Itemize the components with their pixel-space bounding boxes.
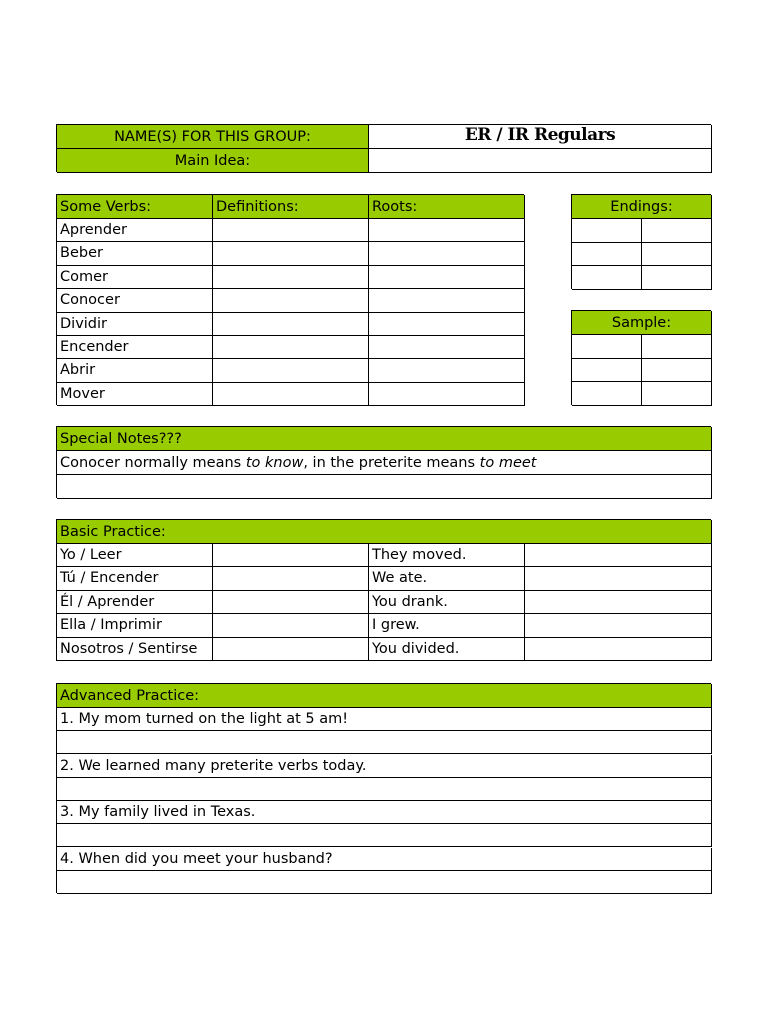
sample-table: [571, 310, 711, 405]
verb-cell: Mover: [57, 383, 213, 406]
sample-cell[interactable]: [642, 382, 712, 406]
definition-input[interactable]: [216, 383, 365, 405]
advanced-prompt: 4. When did you meet your husband?: [57, 848, 712, 871]
advanced-prompt: 2. We learned many preterite verbs today.: [57, 755, 712, 778]
sample-input[interactable]: [575, 359, 638, 382]
advanced-answer-row[interactable]: [57, 871, 712, 894]
sample-input[interactable]: [575, 382, 638, 405]
advanced-answer-row[interactable]: [57, 731, 712, 754]
basic-answer-input[interactable]: [528, 544, 708, 566]
advanced-answer-input[interactable]: [60, 824, 708, 846]
note-text-2: , in the preterite means: [303, 455, 480, 471]
advanced-prompt: 3. My family lived in Texas.: [57, 801, 712, 824]
basic-answer-left[interactable]: [213, 544, 369, 567]
basic-answer-left[interactable]: [213, 591, 369, 614]
verb-cell: Aprender: [57, 219, 213, 242]
sample-cell[interactable]: [572, 359, 642, 383]
definition-input[interactable]: [216, 266, 365, 288]
ending-input[interactable]: [575, 243, 638, 266]
root-input[interactable]: [372, 336, 521, 358]
definition-cell[interactable]: [213, 383, 369, 406]
advanced-answer-input[interactable]: [60, 731, 708, 753]
sample-input[interactable]: [645, 335, 708, 358]
col-header-verbs: Some Verbs:: [57, 195, 213, 219]
basic-answer-left[interactable]: [213, 567, 369, 590]
root-input[interactable]: [372, 266, 521, 288]
basic-answer-left[interactable]: [213, 638, 369, 661]
definition-cell[interactable]: [213, 266, 369, 289]
basic-prompt-right: They moved.: [369, 544, 525, 567]
special-note-blank-row[interactable]: [57, 475, 712, 499]
basic-answer-input[interactable]: [528, 567, 708, 589]
definition-cell[interactable]: [213, 359, 369, 382]
ending-input[interactable]: [645, 266, 708, 289]
basic-practice-table: [56, 519, 711, 661]
basic-answer-right[interactable]: [525, 591, 712, 614]
root-input[interactable]: [372, 359, 521, 381]
col-header-roots: Roots:: [369, 195, 525, 219]
root-cell[interactable]: [369, 336, 525, 359]
ending-cell[interactable]: [572, 266, 642, 290]
basic-answer-right[interactable]: [525, 614, 712, 637]
basic-answer-right[interactable]: [525, 567, 712, 590]
basic-prompt-right: I grew.: [369, 614, 525, 637]
sample-input[interactable]: [645, 359, 708, 382]
basic-answer-input[interactable]: [216, 614, 365, 636]
ending-input[interactable]: [575, 219, 638, 242]
definition-cell[interactable]: [213, 289, 369, 312]
advanced-practice-label: Advanced Practice:: [57, 684, 712, 708]
root-input[interactable]: [372, 383, 521, 405]
special-note-input[interactable]: [60, 475, 708, 498]
definition-cell[interactable]: [213, 336, 369, 359]
special-notes-table: [56, 426, 711, 498]
ending-input[interactable]: [645, 243, 708, 266]
root-input[interactable]: [372, 313, 521, 335]
definition-cell[interactable]: [213, 219, 369, 242]
root-input[interactable]: [372, 242, 521, 264]
basic-answer-input[interactable]: [216, 544, 365, 566]
advanced-answer-row[interactable]: [57, 778, 712, 801]
ending-input[interactable]: [575, 266, 638, 289]
ending-cell[interactable]: [642, 243, 712, 267]
note-italic-1: to know: [245, 455, 304, 471]
definition-input[interactable]: [216, 242, 365, 264]
definition-input[interactable]: [216, 219, 365, 241]
root-cell[interactable]: [369, 266, 525, 289]
worksheet-title: ER / IR Regulars: [369, 125, 712, 149]
verb-cell: Beber: [57, 242, 213, 265]
verb-cell: Comer: [57, 266, 213, 289]
basic-answer-input[interactable]: [528, 591, 708, 613]
sample-cell[interactable]: [572, 335, 642, 359]
basic-practice-label: Basic Practice:: [57, 520, 712, 544]
definition-cell[interactable]: [213, 313, 369, 336]
basic-prompt-left: Ella / Imprimir: [57, 614, 213, 637]
basic-answer-right[interactable]: [525, 544, 712, 567]
root-cell[interactable]: [369, 242, 525, 265]
verb-cell: Conocer: [57, 289, 213, 312]
root-cell[interactable]: [369, 313, 525, 336]
root-cell[interactable]: [369, 359, 525, 382]
ending-cell[interactable]: [642, 219, 712, 243]
root-cell[interactable]: [369, 219, 525, 242]
basic-answer-left[interactable]: [213, 614, 369, 637]
sample-label: Sample:: [572, 311, 712, 335]
note-text-1: Conocer normally means: [60, 455, 246, 471]
basic-prompt-right: You divided.: [369, 638, 525, 661]
main-idea-field[interactable]: [369, 149, 712, 173]
sample-cell[interactable]: [642, 335, 712, 359]
verbs-table: [56, 194, 524, 405]
sample-input[interactable]: [575, 335, 638, 358]
names-label: NAME(S) FOR THIS GROUP:: [57, 125, 369, 149]
special-notes-label: Special Notes???: [57, 427, 712, 451]
basic-prompt-left: Él / Aprender: [57, 591, 213, 614]
basic-prompt-right: You drank.: [369, 591, 525, 614]
ending-cell[interactable]: [572, 219, 642, 243]
advanced-answer-row[interactable]: [57, 824, 712, 847]
sample-cell[interactable]: [572, 382, 642, 406]
advanced-answer-input[interactable]: [60, 871, 708, 893]
definition-input[interactable]: [216, 313, 365, 335]
basic-prompt-right: We ate.: [369, 567, 525, 590]
sample-cell[interactable]: [642, 359, 712, 383]
verb-cell: Dividir: [57, 313, 213, 336]
sample-input[interactable]: [645, 382, 708, 405]
ending-cell[interactable]: [642, 266, 712, 290]
root-input[interactable]: [372, 289, 521, 311]
basic-answer-input[interactable]: [528, 638, 708, 660]
endings-label: Endings:: [572, 195, 712, 219]
col-header-definitions: Definitions:: [213, 195, 369, 219]
definition-input[interactable]: [216, 336, 365, 358]
advanced-prompt: 1. My mom turned on the light at 5 am!: [57, 708, 712, 731]
endings-table: [571, 194, 711, 289]
basic-answer-input[interactable]: [216, 567, 365, 589]
root-cell[interactable]: [369, 289, 525, 312]
definition-cell[interactable]: [213, 242, 369, 265]
basic-answer-right[interactable]: [525, 638, 712, 661]
root-cell[interactable]: [369, 383, 525, 406]
ending-input[interactable]: [645, 219, 708, 242]
basic-prompt-left: Tú / Encender: [57, 567, 213, 590]
main-idea-label: Main Idea:: [57, 149, 369, 173]
advanced-practice-table: [56, 683, 711, 893]
basic-answer-input[interactable]: [216, 591, 365, 613]
advanced-answer-input[interactable]: [60, 778, 708, 800]
main-idea-input[interactable]: [372, 149, 708, 172]
note-italic-2: to meet: [479, 455, 537, 471]
verb-cell: Abrir: [57, 359, 213, 382]
basic-answer-input[interactable]: [216, 638, 365, 660]
basic-prompt-left: Yo / Leer: [57, 544, 213, 567]
verb-cell: Encender: [57, 336, 213, 359]
definition-input[interactable]: [216, 289, 365, 311]
basic-prompt-left: Nosotros / Sentirse: [57, 638, 213, 661]
root-input[interactable]: [372, 219, 521, 241]
definition-input[interactable]: [216, 359, 365, 381]
header-table: [56, 124, 711, 172]
ending-cell[interactable]: [572, 243, 642, 267]
basic-answer-input[interactable]: [528, 614, 708, 636]
special-note-row: [57, 451, 712, 475]
